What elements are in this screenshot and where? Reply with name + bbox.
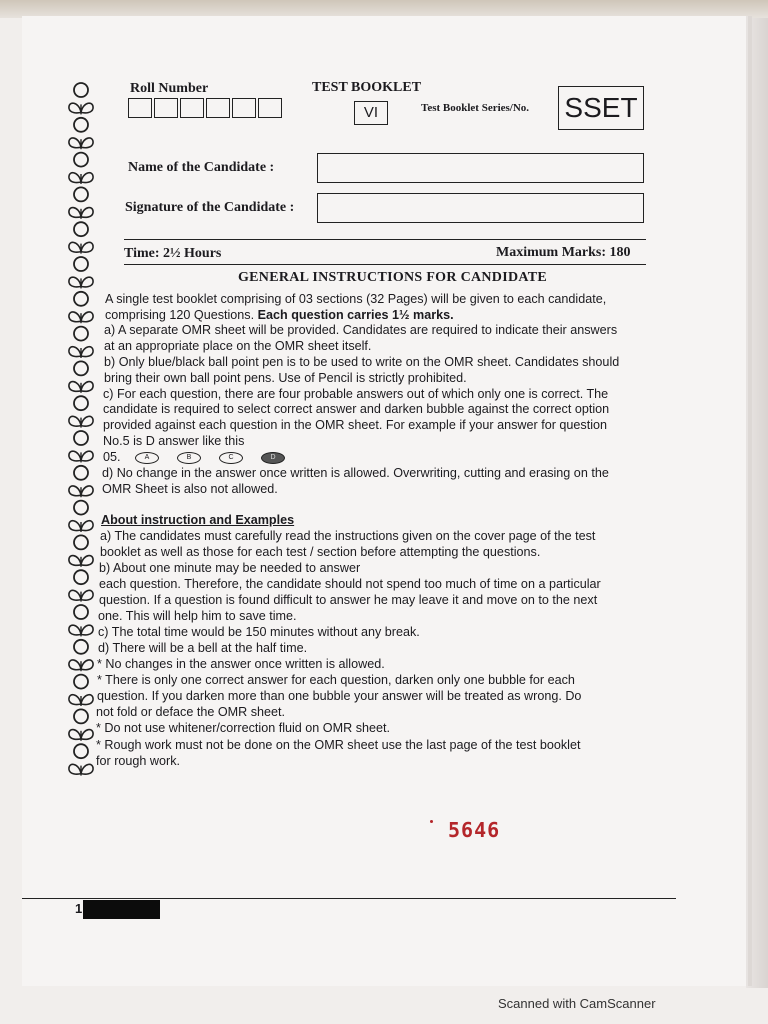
vine-motif xyxy=(74,153,88,167)
vine-motif xyxy=(69,277,93,288)
about-line: d) There will be a bell at the half time. xyxy=(98,641,308,655)
page-shadow xyxy=(746,18,768,988)
about-line: c) The total time would be 150 minutes without any break. xyxy=(98,625,420,639)
candidate-signature-label: Signature of the Candidate : xyxy=(125,200,295,215)
vine-motif xyxy=(74,292,88,306)
vine-motif xyxy=(74,431,88,445)
series-label: Test Booklet Series/No. xyxy=(421,102,530,114)
roll-digit-box[interactable] xyxy=(232,98,256,118)
vine-motif xyxy=(74,535,88,549)
candidate-name-field[interactable] xyxy=(317,153,644,183)
vine-motif xyxy=(74,501,88,515)
bubble-a: A xyxy=(135,452,159,464)
vine-motif xyxy=(74,83,88,97)
roll-digit-box[interactable] xyxy=(180,98,204,118)
vine-motif xyxy=(69,556,93,567)
vine-motif xyxy=(74,570,88,584)
about-line: * Rough work must not be done on the OMR sheet use the last page of the test booklet xyxy=(96,738,581,752)
vine-motif xyxy=(69,764,93,775)
vine-motif xyxy=(69,486,93,497)
vine-motif xyxy=(69,173,93,184)
redaction-bar xyxy=(83,900,160,919)
instruction-line: candidate is required to select correct answer and darken bubble against the correct option xyxy=(103,402,610,416)
about-line: for rough work. xyxy=(96,754,180,768)
about-line: * Do not use whitener/correction fluid on OMR sheet. xyxy=(96,721,390,735)
vine-motif xyxy=(69,312,93,323)
roll-digit-box[interactable] xyxy=(258,98,282,118)
answer-bubbles-example xyxy=(135,452,303,464)
vine-motif xyxy=(69,625,93,636)
about-line: one. This will help him to save time. xyxy=(98,609,297,623)
vine-motif xyxy=(69,208,93,219)
instruction-line: A single test booklet comprising of 03 sections (32 Pages) will be given to each candidate, xyxy=(105,292,607,306)
vine-motif xyxy=(74,709,88,723)
instructions-heading: GENERAL INSTRUCTIONS FOR CANDIDATE xyxy=(237,270,548,285)
vine-motif xyxy=(69,416,93,427)
vine-motif xyxy=(69,103,93,114)
instruction-text: comprising 120 Questions. xyxy=(105,308,258,322)
vine-motif xyxy=(69,382,93,393)
instruction-line: b) Only blue/black ball point pen is to be used to write on the OMR sheet. Candidates should xyxy=(104,355,620,369)
about-line: * No changes in the answer once written is allowed. xyxy=(97,657,385,671)
instruction-line: No.5 is D answer like this xyxy=(103,434,245,448)
about-line: * There is only one correct answer for each question, darken only one bubble for each xyxy=(97,673,575,687)
instruction-line: provided against each question in the OMR sheet. For example if your answer for question xyxy=(103,418,608,432)
about-heading: About instruction and Examples xyxy=(101,513,295,527)
vine-motif xyxy=(74,257,88,271)
about-line: each question. Therefore, the candidate should not spend too much of time on a particular xyxy=(99,577,601,591)
about-line: not fold or deface the OMR sheet. xyxy=(96,705,286,719)
vine-motif xyxy=(74,744,88,758)
roll-digit-box[interactable] xyxy=(128,98,152,118)
bubble-d-filled: D xyxy=(261,452,285,464)
about-line: booklet as well as those for each test / section before attempting the questions. xyxy=(100,545,541,559)
vine-motif xyxy=(69,451,93,462)
test-booklet-label: TEST BOOKLET xyxy=(312,80,422,95)
divider xyxy=(124,239,646,240)
divider xyxy=(124,264,646,265)
about-line: b) About one minute may be needed to answer xyxy=(99,561,361,575)
vine-motif xyxy=(69,730,93,741)
instruction-line: d) No change in the answer once written is allowed. Overwriting, cutting and erasing on the xyxy=(102,466,609,480)
instruction-emphasis: Each question carries 1½ marks. xyxy=(257,308,454,322)
vine-motif xyxy=(74,361,88,375)
vine-motif xyxy=(74,675,88,689)
stamp-dot xyxy=(430,820,433,823)
vine-motif xyxy=(74,187,88,201)
about-line: a) The candidates must carefully read the instructions given on the cover page of the test xyxy=(100,529,596,543)
instruction-line xyxy=(105,307,454,323)
vine-motif xyxy=(69,347,93,358)
stamp-number: 5646 xyxy=(448,818,501,842)
instruction-line: bring their own ball point pens. Use of Pencil is strictly prohibited. xyxy=(104,371,467,385)
instruction-line: at an appropriate place on the OMR sheet itself. xyxy=(104,339,372,353)
vine-motif xyxy=(69,660,93,671)
candidate-name-label: Name of the Candidate : xyxy=(128,160,275,175)
vine-motif xyxy=(69,695,93,706)
footer-divider xyxy=(22,898,676,899)
time-label: Time: 2½ Hours xyxy=(124,246,222,261)
vine-motif xyxy=(69,138,93,149)
maximum-marks-label: Maximum Marks: 180 xyxy=(496,245,631,260)
candidate-signature-field[interactable] xyxy=(317,193,644,223)
booklet-code: VI xyxy=(354,101,388,125)
instruction-line: a) A separate OMR sheet will be provided. Candidates are required to indicate their answers xyxy=(104,323,618,337)
vine-motif xyxy=(74,327,88,341)
vine-motif xyxy=(69,590,93,601)
vine-motif xyxy=(74,222,88,236)
vine-motif xyxy=(74,640,88,654)
about-line: question. If you darken more than one bubble your answer will be treated as wrong. Do xyxy=(97,689,582,703)
roll-number-label: Roll Number xyxy=(130,81,209,96)
bubble-b: B xyxy=(177,452,201,464)
instruction-line: c) For each question, there are four probable answers out of which only one is correct. The xyxy=(103,387,609,401)
roll-number-boxes xyxy=(128,98,284,118)
vine-motif xyxy=(74,466,88,480)
page-number: 1 xyxy=(75,901,83,916)
instruction-line: OMR Sheet is also not allowed. xyxy=(102,482,278,496)
bubble-c: C xyxy=(219,452,243,464)
example-number: 05. xyxy=(103,450,121,464)
vine-motif xyxy=(74,118,88,132)
vine-motif xyxy=(69,521,93,532)
about-line: question. If a question is found difficult to answer he may leave it and move on to the next xyxy=(99,593,598,607)
vine-motif xyxy=(74,396,88,410)
scanner-watermark: Scanned with CamScanner xyxy=(498,996,656,1011)
vine-motif xyxy=(69,242,93,253)
roll-digit-box[interactable] xyxy=(154,98,178,118)
decorative-border-vine xyxy=(60,82,102,777)
series-value: SSET xyxy=(558,86,644,130)
vine-motif xyxy=(74,605,88,619)
roll-digit-box[interactable] xyxy=(206,98,230,118)
